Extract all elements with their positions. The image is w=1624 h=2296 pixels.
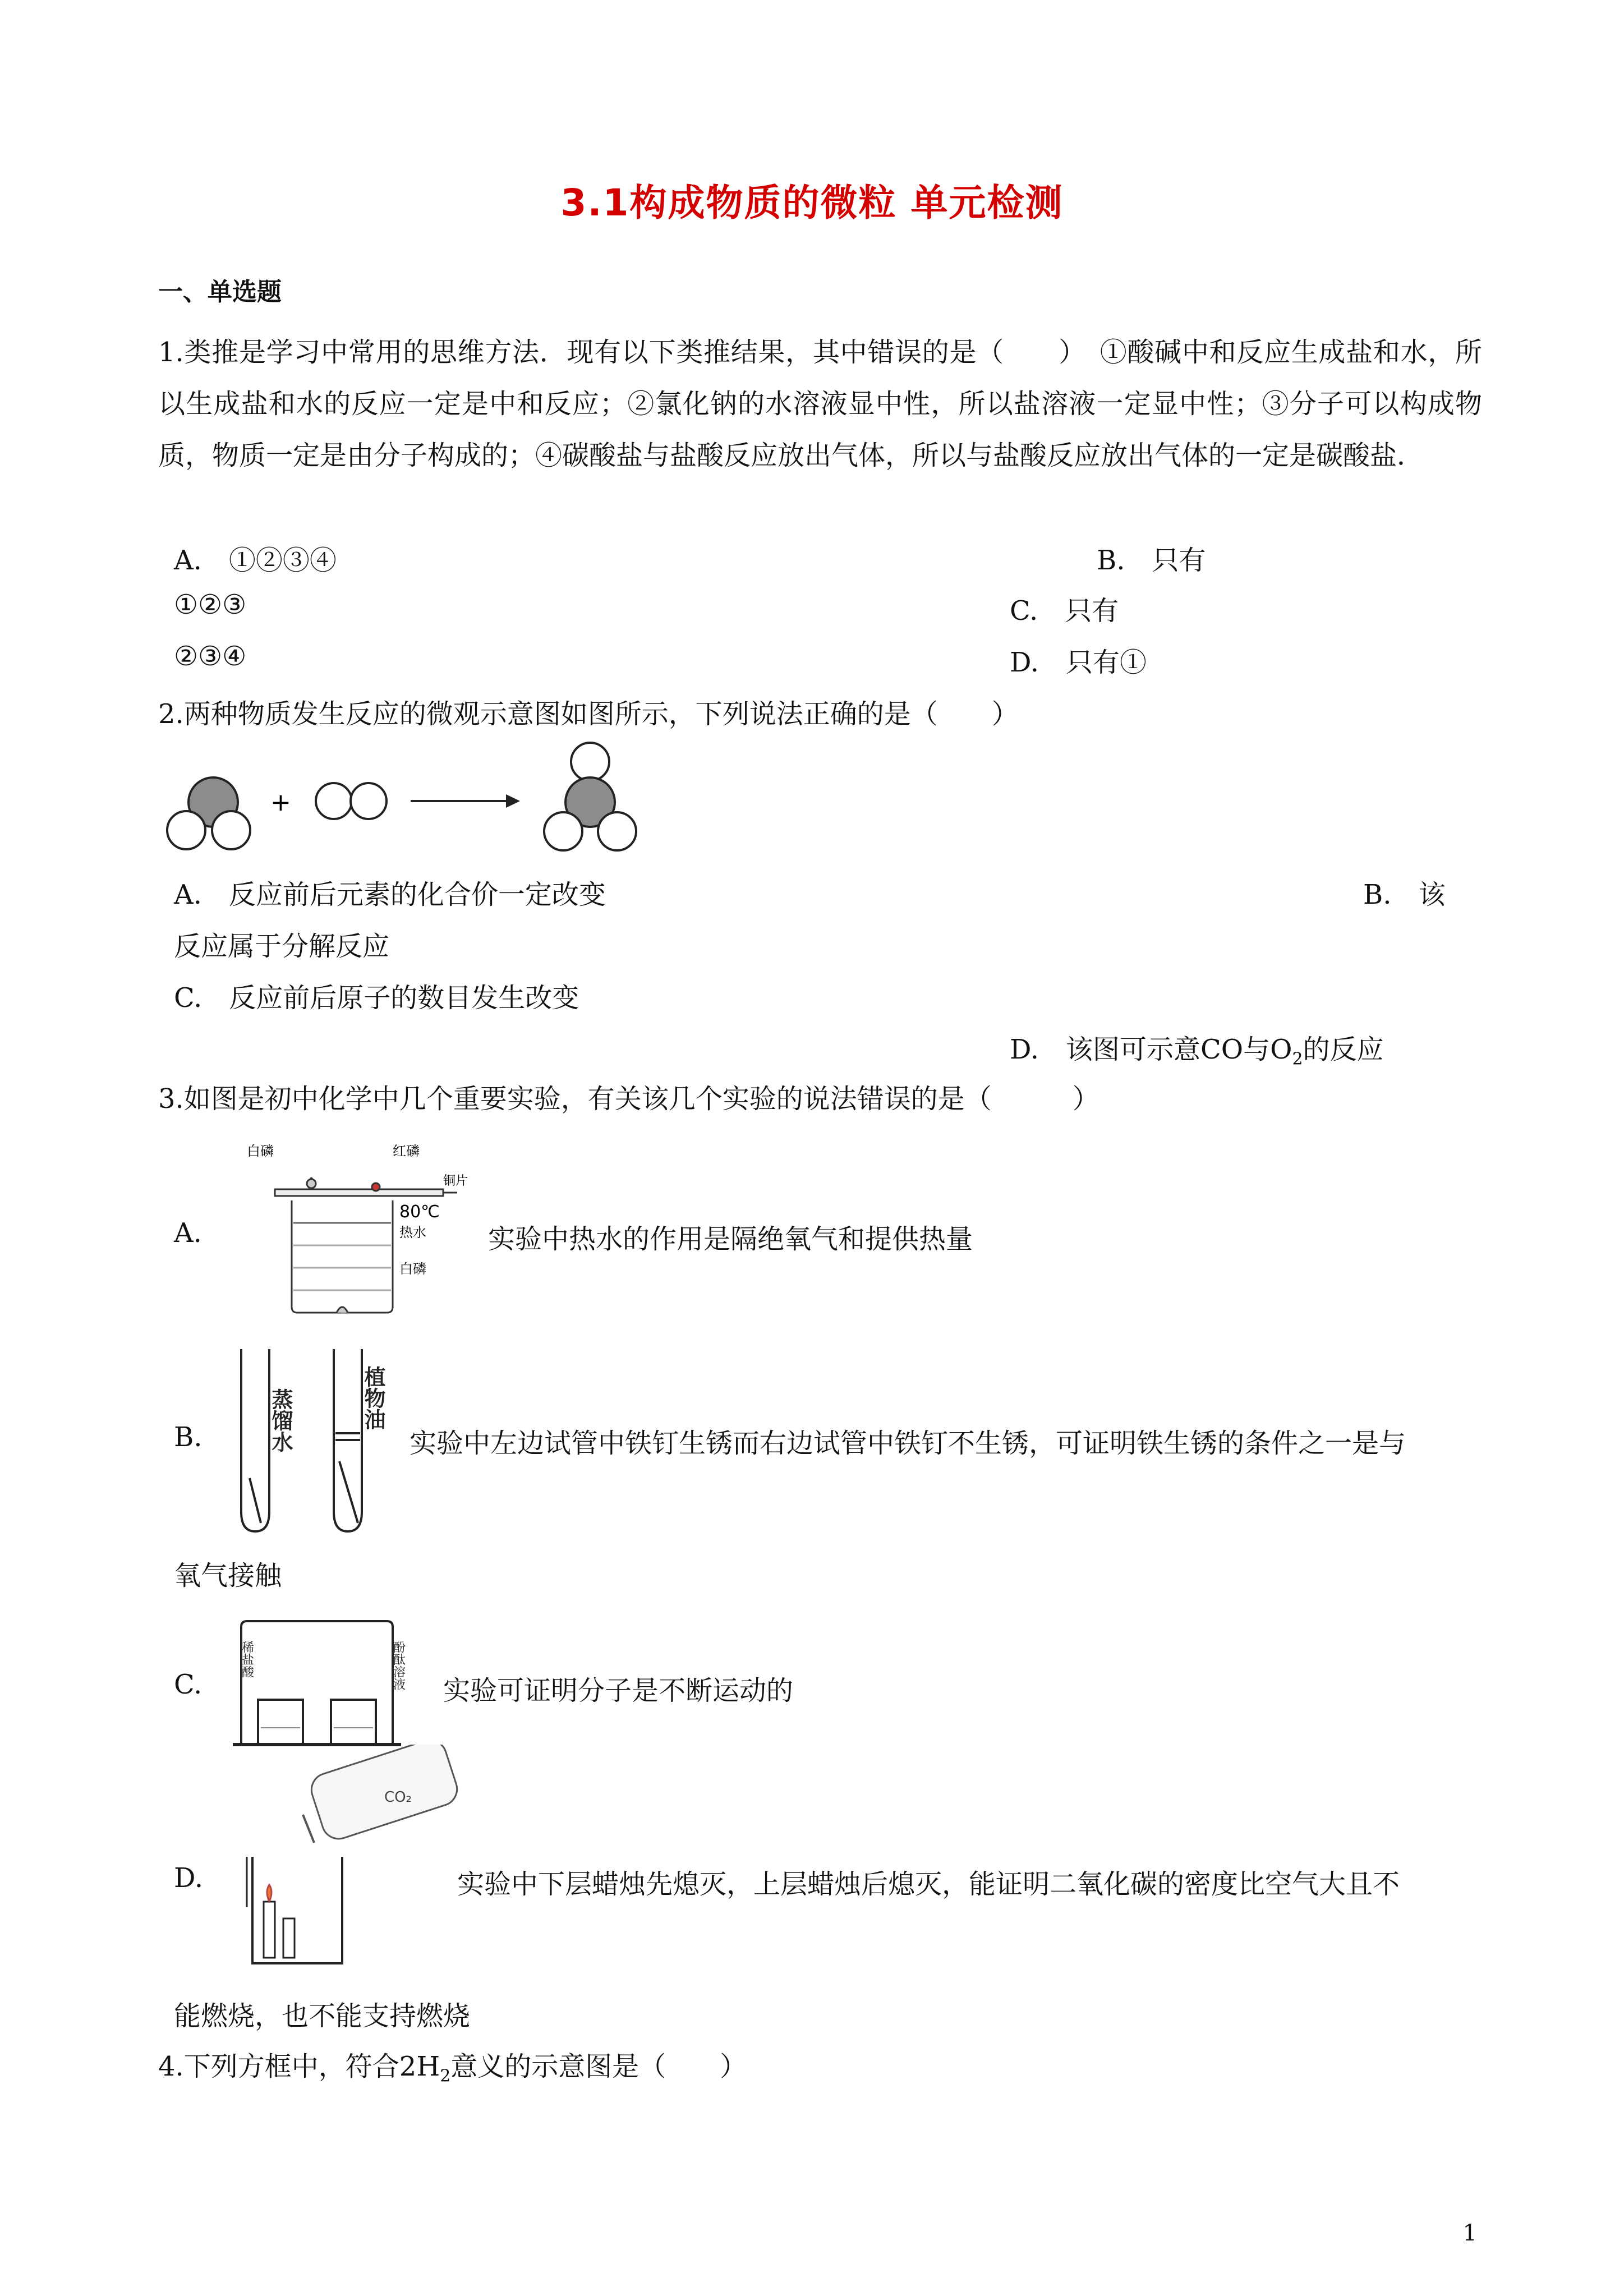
reactant-small-atom — [212, 811, 250, 849]
co2-candle-figure — [230, 1745, 466, 1980]
q3-option-b-letter: B. — [174, 1421, 203, 1453]
rusting-test-tubes-figure — [224, 1343, 415, 1540]
q3-option-c-letter: C. — [174, 1669, 203, 1700]
q2-option-c: C. 反应前后原子的数目发生改变 — [174, 982, 579, 1014]
q2-option-a: A. 反应前后元素的化合价一定改变 — [174, 879, 606, 910]
product-small-atom — [571, 743, 609, 781]
reaction-diagram — [158, 740, 652, 875]
svg-text:白磷: 白磷 — [247, 1143, 274, 1159]
question-1-stem: 1.类推是学习中常用的思维方法．现有以下类推结果，其中错误的是（ ） ①酸碱中和反应生成盐和水，所以生成盐和水的反应一定是中和反应；②氯化钠的水溶液显中性，所以盐溶液一定显中性；③分子可以构成物质，物质一定是由分子构成的；④碳酸盐与盐酸反应放出气体，所以与盐酸反应放出气体的一定是碳酸盐． — [158, 337, 1482, 471]
q3-option-b-text: 实验中左边试管中铁钉生锈而右边试管中铁钉不生锈，可证明铁生锈的条件之一是与 — [410, 1428, 1406, 1459]
q2-option-d: D. 该图可示意CO与$O_2$的反应 — [1010, 1034, 1384, 1069]
molecule-atom — [351, 783, 387, 819]
q1-option-a: A. ①②③④ — [174, 545, 337, 576]
page-number: 1 — [1462, 2220, 1477, 2246]
question-4-stem: 4.下列方框中，符合$2H_2$意义的示意图是（ ） — [158, 2051, 747, 2086]
svg-text:CO₂: CO₂ — [384, 1789, 412, 1806]
question-3-stem: 3.如图是初中化学中几个重要实验，有关该几个实验的说法错误的是（ ） — [158, 1083, 1099, 1115]
svg-text:稀盐酸: 稀盐酸 — [240, 1641, 254, 1678]
product-small-atom — [598, 812, 636, 850]
reactant-small-atom — [167, 811, 205, 849]
reaction-arrowhead — [506, 794, 520, 808]
section-heading: 一、单选题 — [158, 278, 282, 306]
q3-option-d-letter: D. — [174, 1862, 204, 1894]
molecule-atom — [316, 783, 352, 819]
q1-option-d: D. 只有① — [1010, 647, 1147, 678]
svg-text:植物油: 植物油 — [361, 1366, 385, 1430]
page-title: 3.1构成物质的微粒 单元检测 — [560, 181, 1064, 224]
q3-option-b-cont: 氧气接触 — [174, 1560, 282, 1591]
svg-text:红磷: 红磷 — [393, 1143, 420, 1159]
svg-text:蒸馏水: 蒸馏水 — [268, 1388, 293, 1452]
q2-option-b-cont: 反应属于分解反应 — [174, 931, 390, 962]
q2-option-b: B. 该 — [1363, 879, 1446, 910]
q1-option-b-cont: ①②③ — [174, 589, 247, 620]
svg-text:热水: 热水 — [399, 1225, 426, 1240]
q3-option-d-text: 实验中下层蜡烛先熄灭，上层蜡烛后熄灭，能证明二氧化碳的密度比空气大且不 — [457, 1869, 1400, 1900]
molecular-motion-figure — [230, 1616, 443, 1750]
q3-option-d-cont: 能燃烧，也不能支持燃烧 — [174, 2000, 471, 2032]
q3-option-a-letter: A. — [174, 1217, 202, 1249]
svg-text:酚酞溶液: 酚酞溶液 — [391, 1641, 406, 1690]
svg-text:铜片: 铜片 — [443, 1174, 468, 1188]
q3-option-a-text: 实验中热水的作用是隔绝氧气和提供热量 — [488, 1223, 973, 1255]
q1-option-c-cont: ②③④ — [174, 641, 247, 672]
product-small-atom — [544, 812, 582, 850]
svg-text:白磷: 白磷 — [399, 1261, 426, 1277]
phosphorus-burning-figure — [236, 1139, 482, 1318]
svg-text:80℃: 80℃ — [399, 1202, 440, 1222]
q1-option-b: B. 只有 — [1097, 545, 1206, 576]
q1-option-c: C. 只有 — [1010, 595, 1119, 627]
question-2-stem: 2.两种物质发生反应的微观示意图如图所示，下列说法正确的是（ ） — [158, 698, 1019, 730]
plus-sign: + — [270, 788, 291, 817]
q3-option-c-text: 实验可证明分子是不断运动的 — [443, 1675, 794, 1706]
